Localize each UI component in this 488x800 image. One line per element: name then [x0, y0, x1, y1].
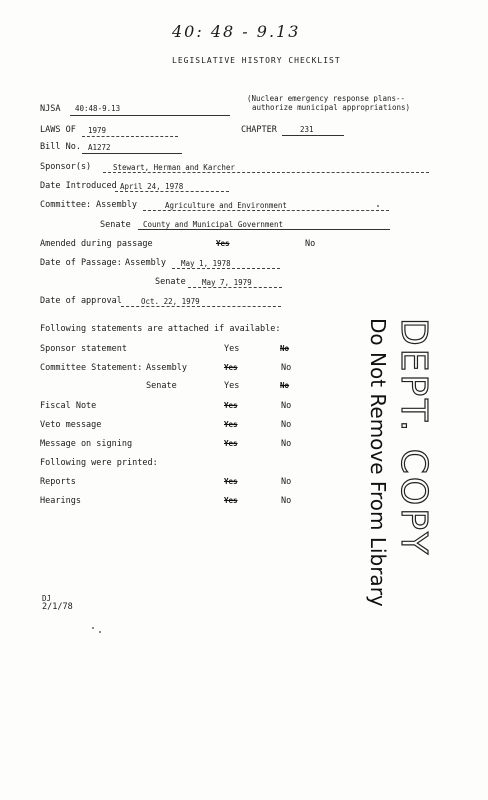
- bill-no-underline: [82, 153, 182, 154]
- date-introduced-label: Date Introduced: [40, 181, 117, 191]
- veto-message-yes: Yes: [224, 420, 238, 429]
- bill-no-label: Bill No.: [40, 142, 81, 152]
- stamp-line-1: DEPT. COPY: [393, 318, 434, 558]
- passage-senate-value: May 7, 1979: [202, 278, 252, 287]
- reports-yes: Yes: [224, 477, 238, 486]
- initials: DJ: [42, 594, 52, 603]
- following-attached-heading: Following statements are attached if available:: [40, 324, 281, 334]
- footer-date: 2/1/78: [42, 602, 73, 612]
- date-of-approval-label: Date of approval: [40, 296, 122, 306]
- date-of-approval-value: Oct. 22, 1979: [141, 297, 200, 306]
- stamp-line-2: Do Not Remove From Library: [366, 318, 390, 607]
- hearings-no: No: [281, 496, 292, 506]
- passage-assembly-label: Assembly: [125, 258, 166, 268]
- handwritten-statute-number: 40: 48 - 9.13: [172, 22, 301, 41]
- committee-statement-senate-no: No: [280, 381, 290, 390]
- chapter-label: CHAPTER: [241, 125, 277, 135]
- committee-assembly-underline: [143, 210, 389, 211]
- committee-label: Committee:: [40, 200, 92, 210]
- passage-senate-underline: [188, 287, 282, 288]
- message-on-signing-label: Message on signing: [40, 439, 133, 449]
- veto-message-label: Veto message: [40, 420, 102, 430]
- committee-statement-label: Committee Statement:: [40, 363, 143, 373]
- veto-message-no: No: [281, 420, 292, 430]
- sponsor-statement-yes: Yes: [224, 344, 240, 354]
- committee-statement-assembly-yes: Yes: [224, 363, 238, 372]
- amended-yes: Yes: [216, 239, 230, 248]
- fiscal-note-yes: Yes: [224, 401, 238, 410]
- committee-senate-underline: [138, 229, 390, 230]
- date-introduced-underline: [115, 191, 229, 192]
- laws-of-label: LAWS OF: [40, 125, 76, 135]
- subject-note-line-2: authorize municipal appropriations): [252, 103, 411, 112]
- committee-statement-assembly-label: Assembly: [146, 363, 187, 373]
- fiscal-note-no: No: [281, 401, 292, 411]
- hearings-label: Hearings: [40, 496, 81, 506]
- committee-statement-assembly-no: No: [281, 363, 292, 373]
- njsa-label: NJSA: [40, 104, 61, 114]
- reports-no: No: [281, 477, 292, 487]
- fiscal-note-label: Fiscal Note: [40, 401, 97, 411]
- scan-speck: [92, 627, 94, 629]
- chapter-value: 231: [300, 125, 314, 134]
- following-printed-heading: Following were printed:: [40, 458, 158, 468]
- committee-assembly-label: Assembly: [96, 200, 137, 210]
- message-on-signing-yes: Yes: [224, 439, 238, 448]
- sponsor-statement-no: No: [280, 344, 290, 353]
- hearings-yes: Yes: [224, 496, 238, 505]
- njsa-value: 40:48-9.13: [75, 104, 121, 113]
- bill-no-value: A1272: [88, 143, 111, 152]
- reports-label: Reports: [40, 477, 76, 487]
- sponsors-label: Sponsor(s): [40, 162, 92, 172]
- passage-senate-label: Senate: [155, 277, 186, 287]
- scan-speck: [377, 205, 379, 207]
- amended-label: Amended during passage: [40, 239, 153, 249]
- passage-assembly-underline: [172, 268, 280, 269]
- page-title: LEGISLATIVE HISTORY CHECKLIST: [172, 56, 341, 65]
- amended-no: No: [305, 239, 316, 249]
- committee-senate-label: Senate: [100, 220, 131, 230]
- committee-statement-senate-yes: Yes: [224, 381, 240, 391]
- subject-note-line-1: (Nuclear emergency response plans--: [247, 94, 406, 103]
- date-of-approval-underline: [121, 306, 281, 307]
- date-of-passage-label: Date of Passage:: [40, 258, 122, 268]
- sponsor-statement-label: Sponsor statement: [40, 344, 127, 354]
- njsa-underline: [70, 115, 230, 116]
- dept-copy-stamp: [362, 318, 434, 607]
- committee-statement-senate-label: Senate: [146, 381, 177, 391]
- scan-speck: [99, 631, 101, 633]
- sponsors-value: Stewart, Herman and Karcher: [113, 163, 235, 172]
- committee-assembly-value: Agriculture and Environment: [165, 201, 287, 210]
- sponsors-underline: [103, 172, 429, 173]
- date-introduced-value: April 24, 1978: [120, 182, 184, 191]
- message-on-signing-no: No: [281, 439, 292, 449]
- chapter-underline: [282, 135, 344, 136]
- committee-senate-value: County and Municipal Government: [143, 220, 283, 229]
- passage-assembly-value: May 1, 1978: [181, 259, 231, 268]
- laws-of-value: 1979: [88, 126, 107, 135]
- laws-of-underline: [82, 136, 178, 137]
